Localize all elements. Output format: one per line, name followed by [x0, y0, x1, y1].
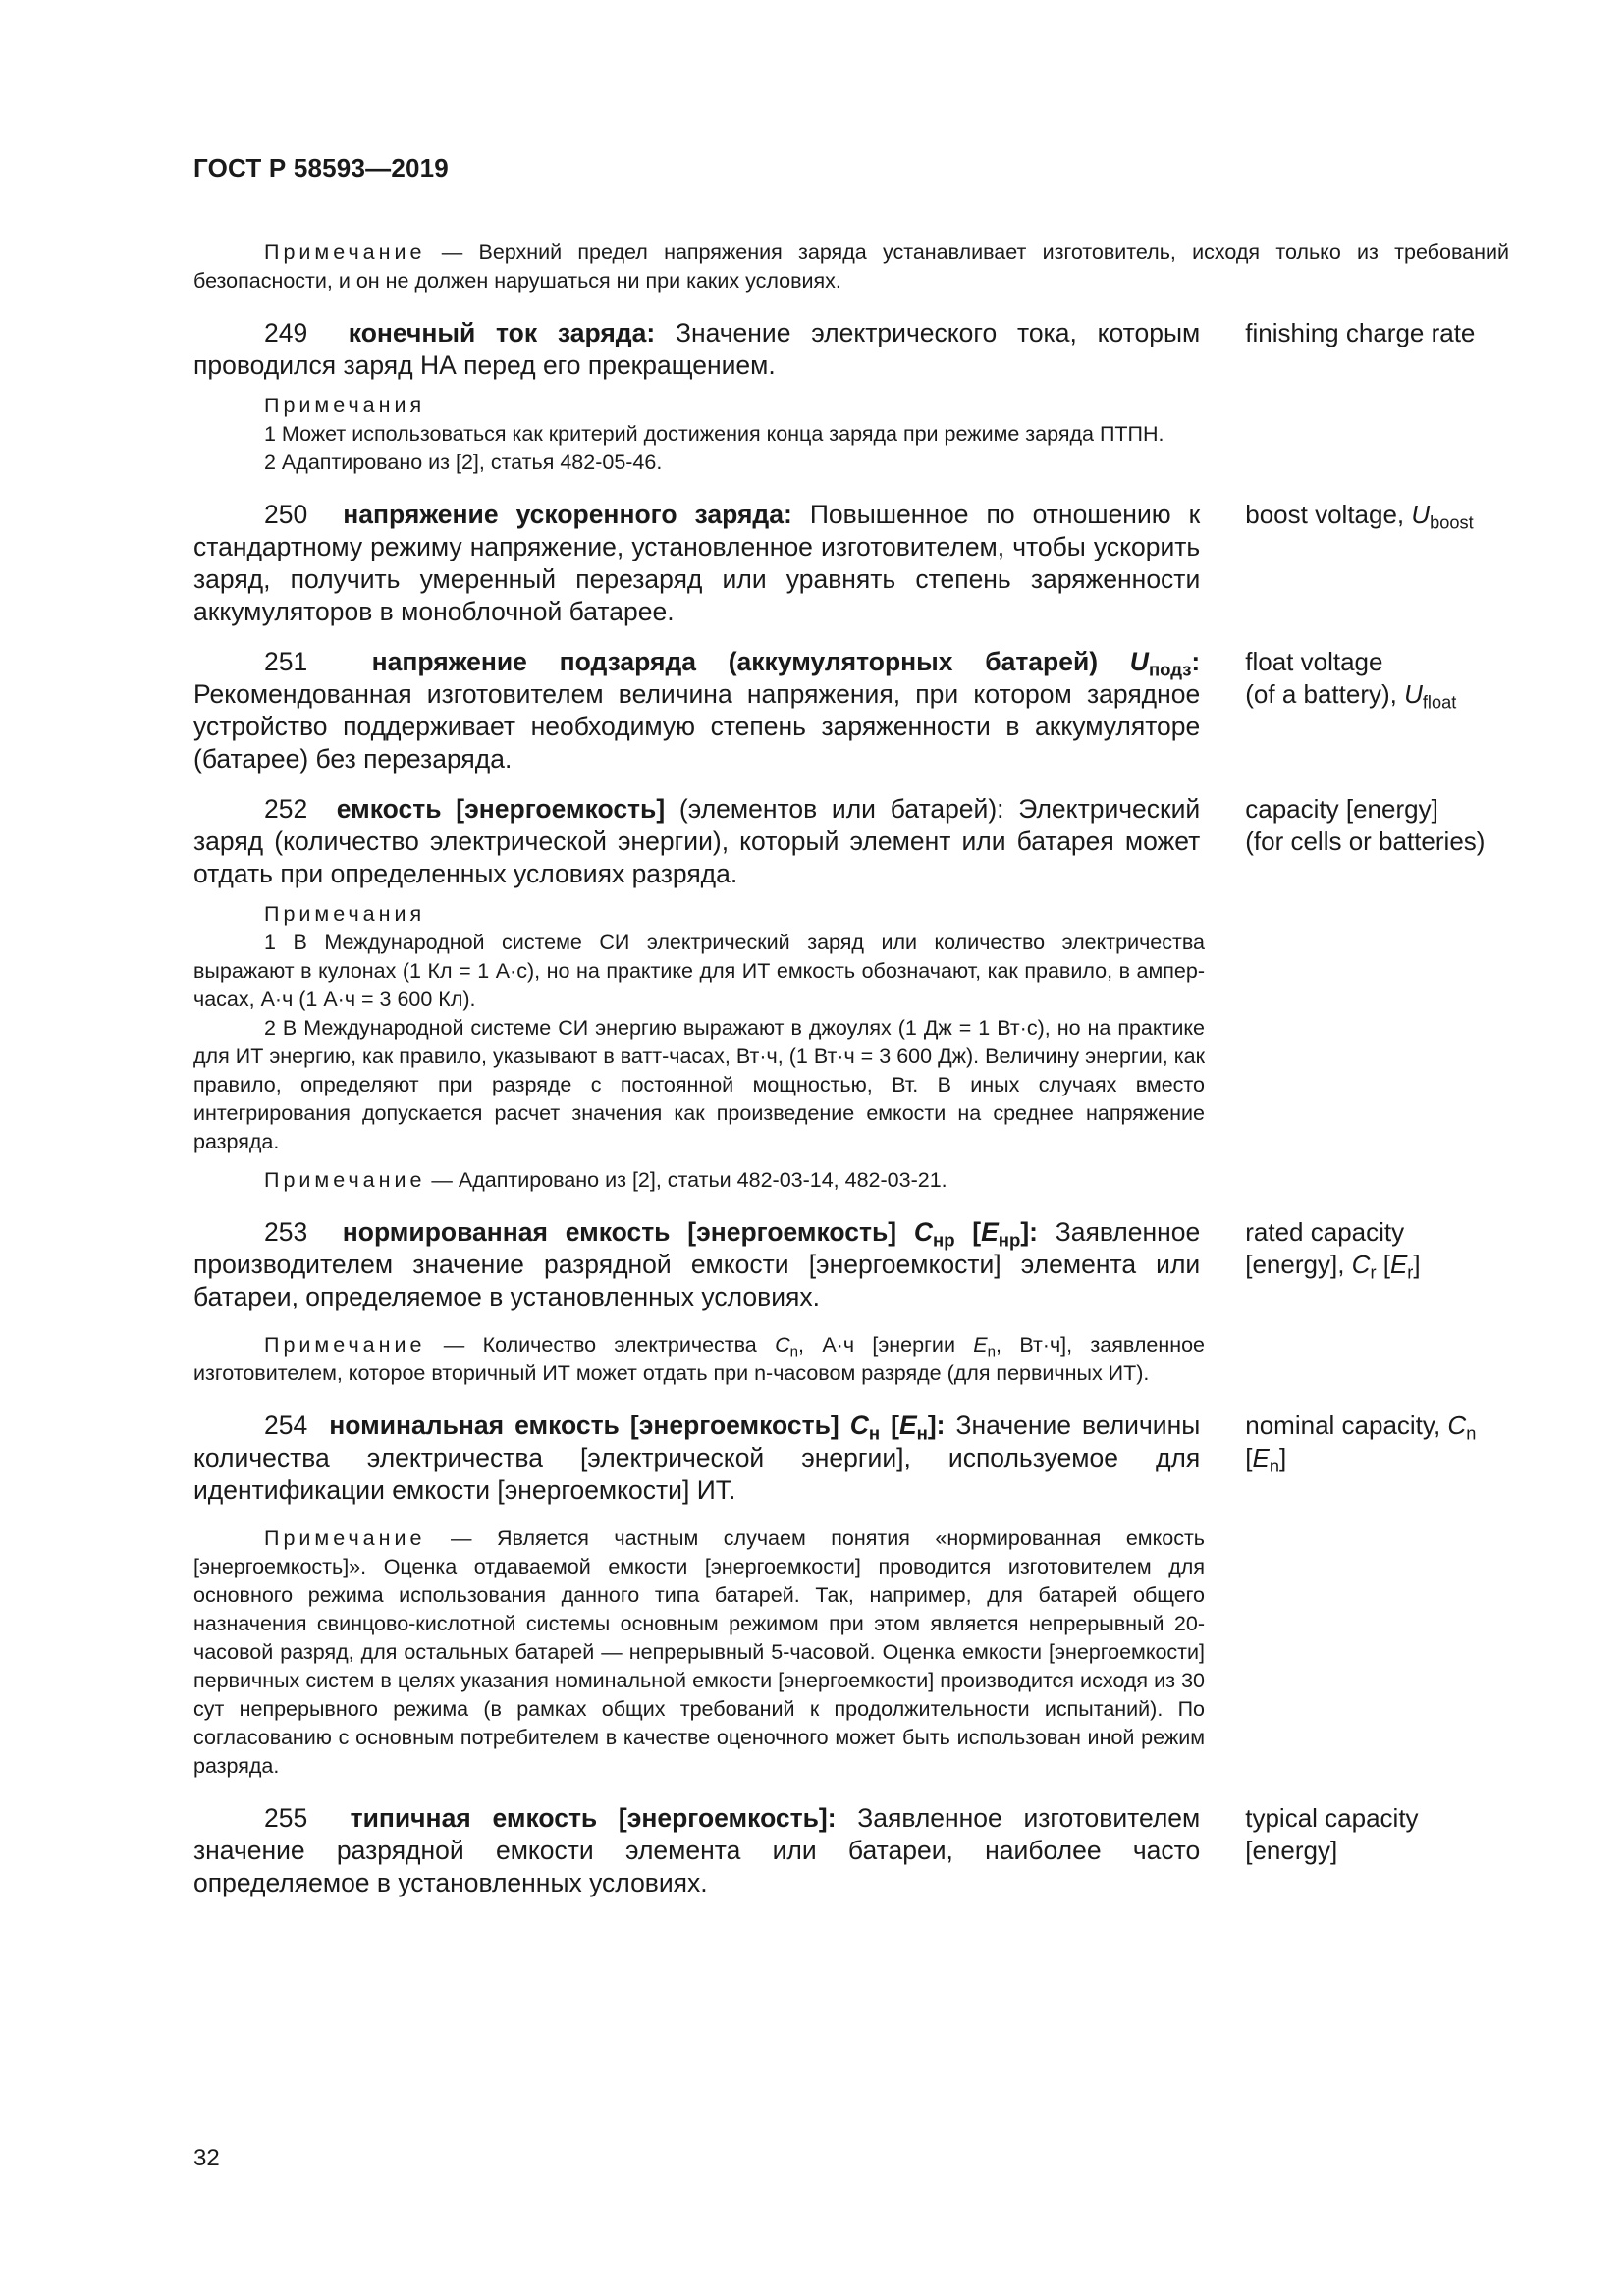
- document-header: ГОСТ Р 58593—2019: [193, 153, 449, 183]
- symbol-subscript: н: [916, 1422, 928, 1444]
- note-label: Примечание: [264, 1333, 426, 1357]
- symbol-subscript: n: [1269, 1456, 1279, 1476]
- term-definition: Значение величины количества электричества [электрической энергии], используемое для идентификации емкости [энергоемкости] ИТ.: [193, 1411, 1201, 1505]
- note: [193, 1524, 1205, 1781]
- symbol-subscript: r: [1370, 1262, 1377, 1283]
- term-title: нормированная емкость [энергоемкость] $C_{нр}$ $[E_{нр}]$:: [342, 1217, 1038, 1251]
- symbol-subscript: нр: [998, 1229, 1021, 1251]
- term-english: boost voltage, $U_{boost}$: [1245, 500, 1474, 533]
- term-definition: Заявленное изготовителем значение разрядной емкости элемента или батареи, наиболее часто определяемое в установленных условиях.: [193, 1803, 1201, 1897]
- symbol: C: [849, 1411, 869, 1440]
- symbol-subscript: н: [868, 1422, 881, 1444]
- term-entry-249: [193, 317, 1509, 382]
- symbol: C: [1447, 1411, 1467, 1440]
- term-english: float voltage (of a battery), $U_{float}$: [1245, 647, 1457, 713]
- term-english: rated capacity [energy], $C_r$ $[E_r]$: [1245, 1217, 1421, 1283]
- term-english: capacity [energy] (for cells or batteries): [1245, 794, 1486, 856]
- document-body: [193, 239, 1509, 1899]
- symbol-subscript: boost: [1430, 512, 1474, 533]
- symbol-subscript: r: [1407, 1262, 1414, 1283]
- term-english: nominal capacity, $C_n$ $[E_n]$: [1245, 1411, 1477, 1476]
- term-title: номинальная емкость [энергоемкость] $C_н$ $[E_н]$:: [329, 1411, 946, 1444]
- symbol: C: [913, 1217, 933, 1247]
- note-item: 1 В Международной системе СИ электрический заряд или количество электричества выражают в кулонах (1 Кл = 1 А·с), но на практике для ИТ емкость обозначают, как правило, в ампер-часах, А·ч (1 А·ч = 3 600 Кл).: [193, 931, 1205, 1011]
- notes-label: Примечания: [264, 902, 426, 926]
- symbol: U: [1411, 500, 1431, 529]
- term-number: 254: [264, 1411, 308, 1440]
- term-entry-250: [193, 499, 1509, 628]
- term-title: конечный ток заряда:: [348, 318, 656, 347]
- note-text: — Адаптировано из [2], статьи 482-03-14, 482-03-21.: [425, 1168, 947, 1192]
- symbol: E: [898, 1411, 917, 1440]
- term-number: 253: [264, 1217, 308, 1247]
- term-entry-255: [193, 1802, 1509, 1899]
- term-entry-254: [193, 1410, 1509, 1507]
- term-title: напряжение подзаряда (аккумуляторных батарей) $U_{подз}$:: [371, 647, 1201, 680]
- term-english: typical capacity [energy]: [1245, 1803, 1419, 1865]
- note-text: — Является частным случаем понятия «нормированная емкость [энергоемкость]». Оценка отдаваемой емкости [энергоемкости] проводится изготовителем для основного режима использования данного типа батарей. Так, например, для батарей общего назначения свинцово-кислотной системы основным режимом при этом является непрерывный 20-часовой разряд, для остальных батарей — непрерывный 5-часовой. Оценка емкости [энергоемкости] первичных систем в целях указания номинальной емкости [энергоемкости] производится исходя из 30 сут непрерывного режима (в рамках общих требований к продолжительности испытаний). По согласованию с основным потребителем в качестве оценочного может быть использован иной режим разряда.: [193, 1526, 1205, 1778]
- term-definition: Значение электрического тока, которым проводился заряд НА перед его прекращением.: [193, 318, 1201, 380]
- symbol: E: [1389, 1250, 1408, 1279]
- term-english: finishing charge rate: [1245, 318, 1476, 347]
- symbol: E: [981, 1217, 999, 1247]
- symbol-subscript: n: [1466, 1423, 1477, 1444]
- term-definition: Рекомендованная изготовителем величина напряжения, при котором зарядное устройство поддерживает необходимую степень заряженности в аккумуляторе (батарее) без перезаряда.: [193, 679, 1201, 774]
- note-label: Примечание: [264, 1526, 426, 1550]
- note: Примечание — Количество электричества $C_n$, А·ч [энергии $E_n$, Вт·ч], заявленное изготовителем, которое вторичный ИТ может отдать при n-часовом разряде (для первичных ИТ).: [193, 1333, 1205, 1385]
- symbol: C: [1351, 1250, 1371, 1279]
- term-entry-252: [193, 793, 1509, 890]
- term-number: 249: [264, 318, 308, 347]
- note-item: 2 Адаптировано из [2], статья 482-05-46.: [264, 451, 663, 474]
- symbol-subscript: float: [1422, 692, 1457, 713]
- page-number: 32: [193, 2145, 220, 2171]
- symbol-subscript: подз: [1148, 659, 1192, 680]
- note-item: 2 В Международной системе СИ энергию выражают в джоулях (1 Дж = 1 Вт·с), но на практике для ИТ энергию, как правило, указывают в ватт-часах, Вт·ч, (1 Вт·ч = 3 600 Дж). Величину энергии, как правило, определяют при разряде с постоянной мощностью, Вт. В иных случаях вместо интегрирования допускается расчет значения как произведение емкости на среднее напряжение разряда.: [193, 1016, 1205, 1153]
- term-number: 255: [264, 1803, 308, 1833]
- symbol: U: [1129, 647, 1149, 676]
- term-number: 252: [264, 794, 308, 824]
- note-label: Примечание: [264, 240, 426, 264]
- term-title: напряжение ускоренного заряда:: [343, 500, 792, 529]
- note-source: [193, 1166, 1205, 1195]
- notes-label: Примечания: [264, 394, 426, 417]
- symbol: U: [1404, 679, 1423, 709]
- term-number: 250: [264, 500, 308, 529]
- term-definition: Повышенное по отношению к стандартному режиму напряжение, установленное изготовителем, чтобы ускорить заряд, получить умеренный перезаряд или уравнять степень заряженности аккумуляторов в моноблочной батарее.: [193, 500, 1201, 626]
- term-title: емкость [энергоемкость]: [336, 794, 666, 824]
- note-intro: [193, 239, 1509, 295]
- note-label: Примечание: [264, 1168, 426, 1192]
- symbol-subscript: нр: [933, 1229, 955, 1251]
- term-definition: Заявленное производителем значение разрядной емкости [энергоемкости] элемента или батареи, определяемое в установленных условиях.: [193, 1217, 1201, 1311]
- term-definition: (элементов или батарей): Электрический заряд (количество электрической энергии), который элемент или батарея может отдать при определенных условиях разряда.: [193, 794, 1201, 888]
- term-title: типичная емкость [энергоемкость]:: [350, 1803, 837, 1833]
- term-entry-251: [193, 646, 1509, 775]
- note-text: — Верхний предел напряжения заряда устанавливает изготовитель, исходя только из требований безопасности, и он не должен нарушаться ни при каких условиях.: [193, 240, 1509, 293]
- symbol: E: [1252, 1443, 1270, 1472]
- note-item: 1 Может использоваться как критерий достижения конца заряда при режиме заряда ПТПН.: [264, 422, 1164, 446]
- term-entry-253: [193, 1216, 1509, 1313]
- term-number: 251: [264, 647, 308, 676]
